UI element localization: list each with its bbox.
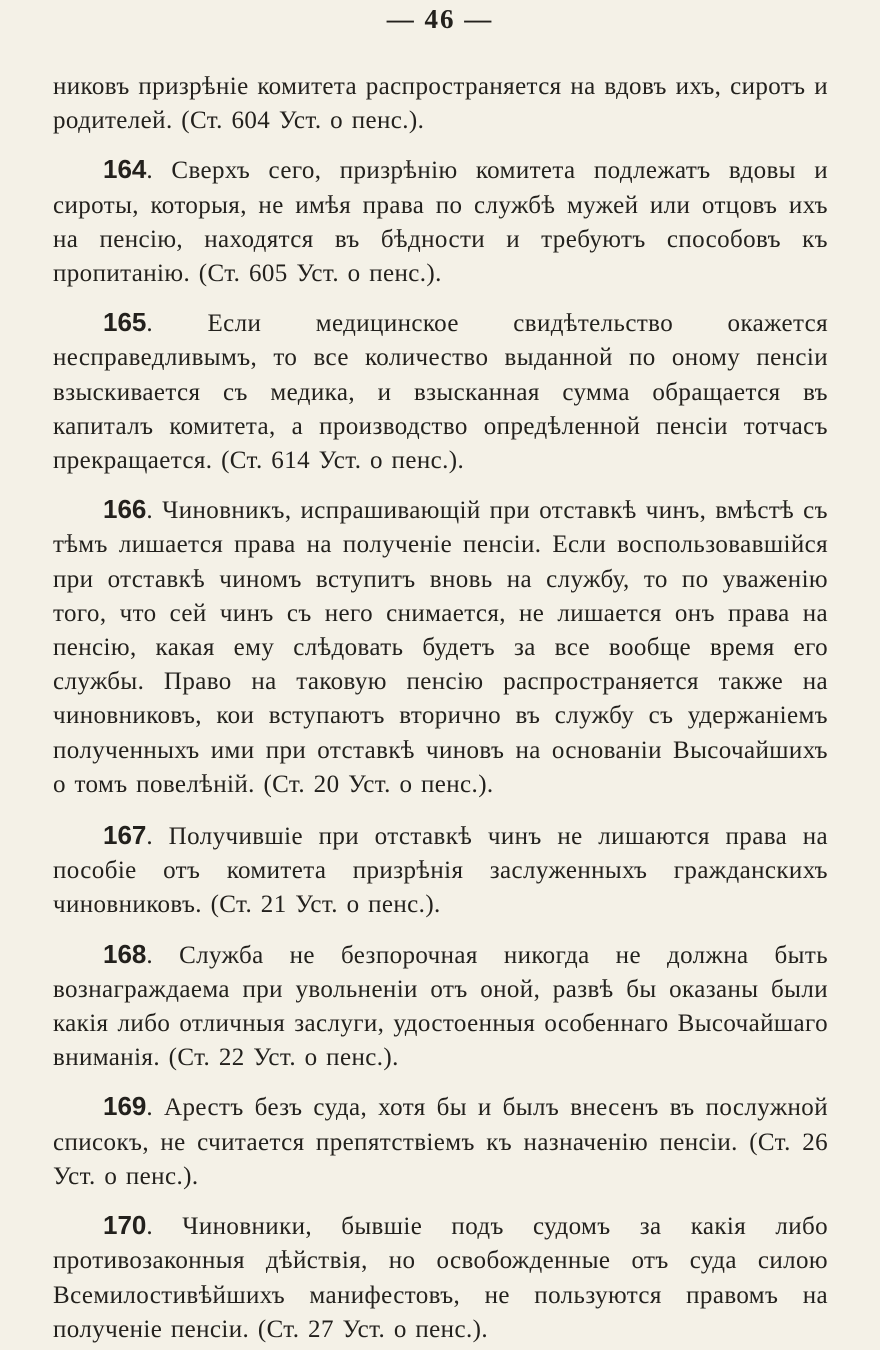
body-text [53, 70, 828, 1347]
article-number: 168 [103, 938, 147, 969]
article-number: 170 [103, 1210, 147, 1241]
article-number: 167 [103, 820, 147, 851]
article-170 [53, 1208, 828, 1347]
article-number: 165 [103, 307, 147, 338]
article-167 [53, 818, 828, 923]
paragraph-text: никовъ призрѣніе комитета распространяется на вдовъ ихъ, сиротъ и родителей. (Ст. 604 Уст. о пенс.). [53, 73, 828, 135]
page-number: — 46 — [386, 4, 494, 34]
article-text: . Чиновникъ, испрашивающій при отставкѣ чинъ, вмѣстѣ съ тѣмъ лишается права на полученіе пенсіи. Если воспользовавшійся при отставкѣ чиномъ вступитъ вновь на службу, то по уваженію того, что сей чинъ съ него снимается, не лишается онъ права на пенсію, какая ему слѣдовать будетъ за все вообще время его службы. Право на таковую пенсію распространяется также на чиновниковъ, кои вступаютъ вторично въ службу съ удержаніемъ полученныхъ ими при отставкѣ чиновъ на основаніи Высочайшихъ о томъ повелѣній. (Ст. 20 Уст. о пенс.). [53, 497, 828, 798]
article-164 [53, 152, 828, 291]
article-169 [53, 1089, 828, 1194]
article-text: . Если медицинское свидѣтельство окажется несправедливымъ, то все количество выданной по оному пенсіи взыскивается съ медика, и взысканная сумма обращается въ капиталъ комитета, а производство опредѣленной пенсіи тотчасъ прекращается. (Ст. 614 Уст. о пенс.). [53, 310, 828, 475]
article-text: . Арестъ безъ суда, хотя бы и былъ внесенъ въ послужной списокъ, не считается препятствіемъ къ назначенію пенсіи. (Ст. 26 Уст. о пенс.). [53, 1094, 828, 1190]
article-168 [53, 937, 828, 1076]
article-number: 169 [103, 1091, 147, 1122]
article-text: . Получившіе при отставкѣ чинъ не лишаются права на пособіе отъ комитета призрѣнія заслуженныхъ гражданскихъ чиновниковъ. (Ст. 21 Уст. о пенс.). [53, 823, 828, 919]
paragraph-continuation [53, 70, 828, 138]
article-text: . Сверхъ сего, призрѣнію комитета подлежатъ вдовы и сироты, которыя, не имѣя права по службѣ мужей или отцовъ ихъ на пенсію, находятся въ бѣдности и требуютъ способовъ къ пропитанію. (Ст. 605 Уст. о пенс.). [53, 157, 828, 288]
article-165 [53, 305, 828, 478]
article-number: 166 [103, 494, 147, 525]
article-text: . Служба не безпорочная никогда не должна быть вознаграждаема при увольненіи отъ оной, развѣ бы оказаны были какія либо отличныя заслуги, удостоенныя особеннаго Высочайшаго вниманія. (Ст. 22 Уст. о пенс.). [53, 941, 828, 1072]
article-number: 164 [103, 154, 147, 185]
article-166 [53, 492, 828, 802]
article-text: . Чиновники, бывшіе подъ судомъ за какія либо противозаконныя дѣйствія, но освобожденные отъ суда силою Всемилостивѣйшихъ манифестовъ, не пользуются правомъ на полученіе пенсіи. (Ст. 27 Уст. о пенс.). [53, 1213, 828, 1343]
